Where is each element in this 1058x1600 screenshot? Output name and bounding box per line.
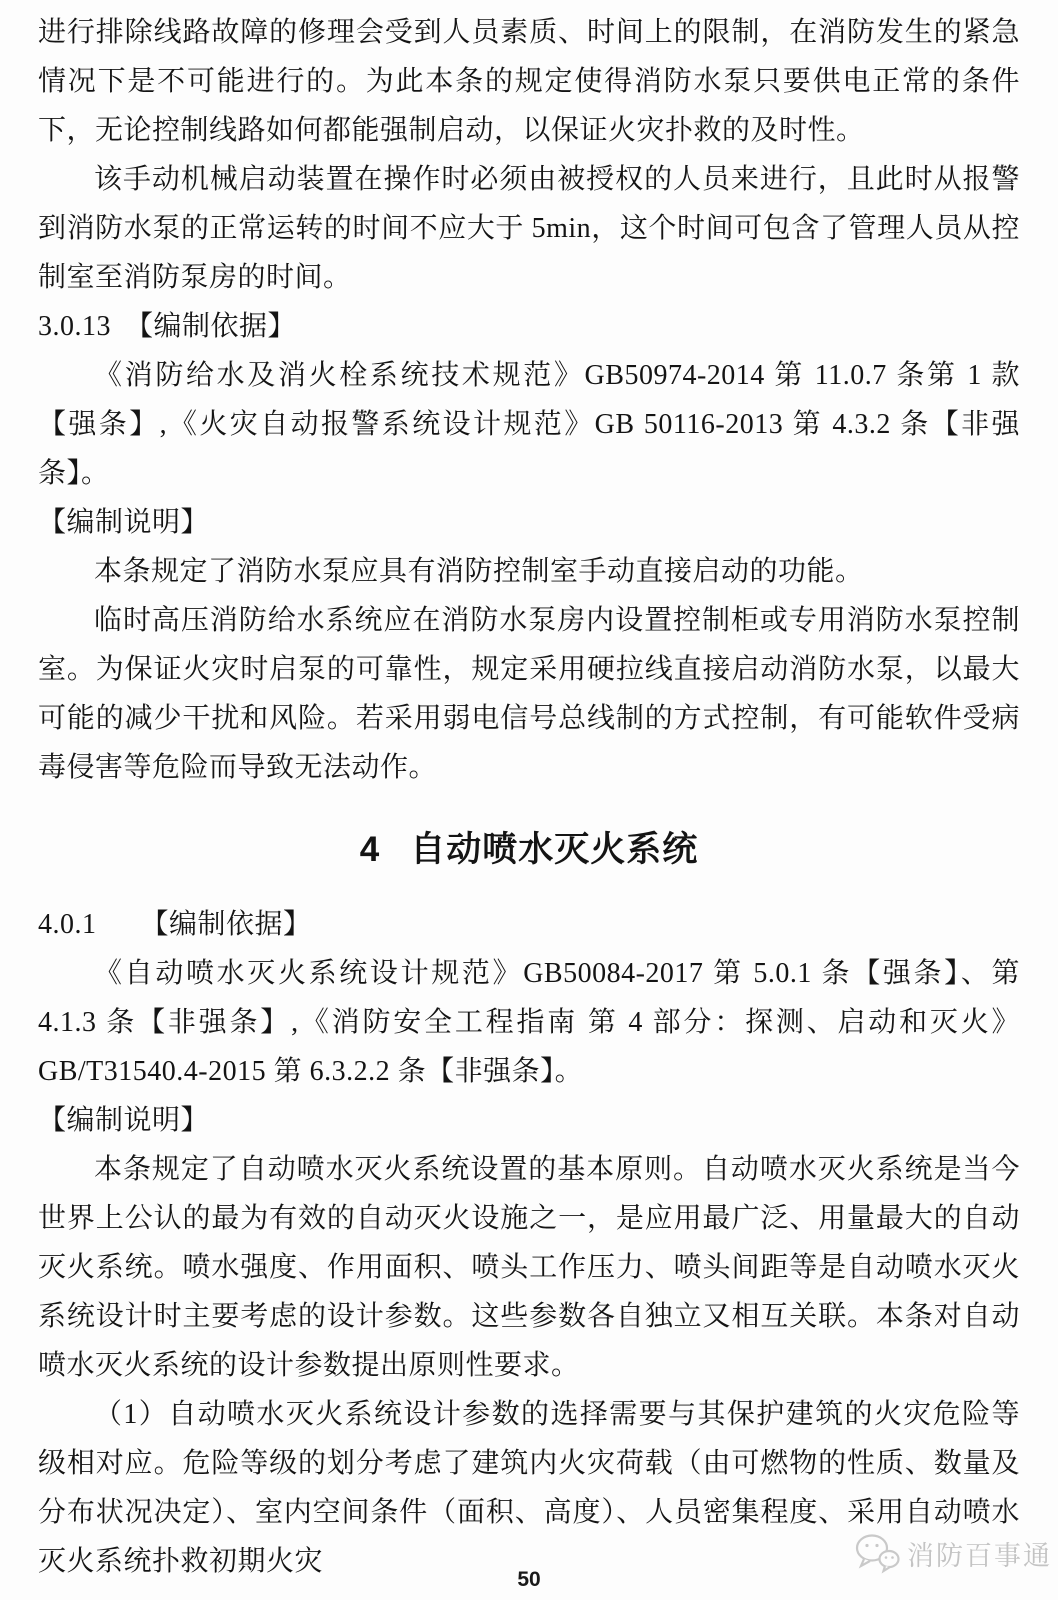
clause-heading xyxy=(38,302,1020,351)
label-heading: 【编制说明】 xyxy=(38,507,210,538)
body-paragraph: （1）自动喷水灭火系统设计参数的选择需要与其保护建筑的火灾危险等级相对应。危险等级的划分考虑了建筑内火灾荷载（由可燃物的性质、数量及分布状况决定）、室内空间条件（面积、高度）、人员密集程度、采用自动喷水灭火系统扑救初期火灾 xyxy=(38,1399,1020,1577)
body-paragraph: 该手动机械启动装置在操作时必须由被授权的人员来进行，且此时从报警到消防水泵的正常运转的时间不应大于 5min，这个时间可包含了管理人员从控制室至消防泵房的时间。 xyxy=(38,164,1020,293)
body-paragraph: 本条规定了消防水泵应具有消防控制室手动直接启动的功能。 xyxy=(94,556,864,587)
watermark-text: 消防百事通 xyxy=(907,1540,1052,1571)
body-paragraph: 《消防给水及消火栓系统技术规范》GB50974-2014 第 11.0.7 条第 1 款【强条】,《火灾自动报警系统设计规范》GB 50116-2013 第 4.3.2 条【非强条】。 xyxy=(38,360,1020,489)
body-paragraph: 本条规定了自动喷水灭火系统设置的基本原则。自动喷水灭火系统是当今世界上公认的最为有效的自动灭火设施之一，是应用最广泛、用量最大的自动灭火系统。喷水强度、作用面积、喷头工作压力、喷头间距等是自动喷水灭火系统设计时主要考虑的设计参数。这些参数各自独立又相互关联。本条对自动喷水灭火系统的设计参数提出原则性要求。 xyxy=(38,1154,1020,1381)
clause-number: 4.0.1 xyxy=(38,909,97,940)
body-paragraph: 临时高压消防给水系统应在消防水泵房内设置控制柜或专用消防水泵控制室。为保证火灾时启泵的可靠性，规定采用硬拉线直接启动消防水泵，以最大可能的减少干扰和风险。若采用弱电信号总线制的方式控制，有可能软件受病毒侵害等危险而导致无法动作。 xyxy=(38,605,1020,783)
clause-label: 【编制依据】 xyxy=(140,909,312,940)
section-title: 自动喷水灭火系统 xyxy=(410,830,699,869)
section-number: 4 xyxy=(359,830,381,869)
clause-heading xyxy=(38,900,1020,949)
page-number: 50 xyxy=(517,1568,541,1591)
label-heading: 【编制说明】 xyxy=(38,1105,210,1136)
clause-number: 3.0.13 xyxy=(38,311,111,342)
clause-label: 【编制依据】 xyxy=(125,311,297,342)
body-paragraph: 进行排除线路故障的修理会受到人员素质、时间上的限制，在消防发生的紧急情况下是不可能进行的。为此本条的规定使得消防水泵只要供电正常的条件下，无论控制线路如何都能强制启动，以保证火灾扑救的及时性。 xyxy=(38,17,1020,146)
body-paragraph: 《自动喷水灭火系统设计规范》GB50084-2017 第 5.0.1 条【强条】、第 4.1.3 条【非强条】,《消防安全工程指南 第 4 部分：探测、启动和灭火》GB/T31540.4-2015 第 6.3.2.2 条【非强条】。 xyxy=(38,958,1020,1087)
section-heading xyxy=(38,824,1020,876)
